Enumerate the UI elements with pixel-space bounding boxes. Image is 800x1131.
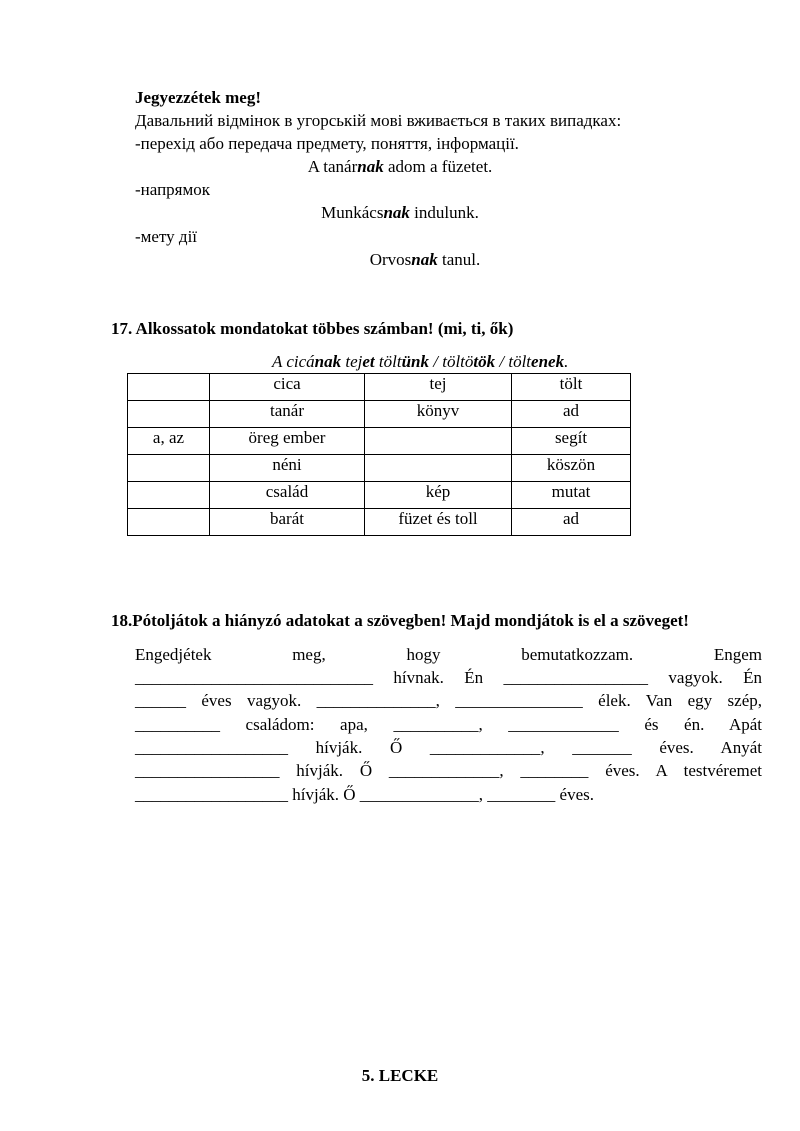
object-cell: könyv (365, 401, 512, 428)
exercise-17-model-sentence (272, 350, 568, 373)
case-label-transfer: -перехід або передача предмету, поняття, інформації. (135, 134, 519, 153)
fill-in-line: _________________ hívják. Ő _____________, ________ éves. A testvéremet (135, 761, 762, 780)
dative-suffix: nak (357, 157, 384, 176)
object-cell: tej (365, 374, 512, 401)
model-suffix: et (362, 352, 375, 371)
model-part: tölt (374, 352, 402, 371)
model-suffix: nak (314, 352, 342, 371)
verb-cell: tölt (512, 374, 631, 401)
dative-suffix: nak (411, 250, 438, 269)
verb-cell: ad (512, 401, 631, 428)
table-row (128, 509, 631, 536)
model-part: A cicá (272, 352, 315, 371)
object-cell (365, 428, 512, 455)
note-intro: Давальний відмінок в угорській мові вживається в таких випадках: (135, 111, 622, 130)
model-suffix: ünk (401, 352, 429, 371)
model-suffix: tök (473, 352, 496, 371)
case-example-transfer (0, 155, 800, 178)
subject-cell: néni (210, 455, 365, 482)
case-example-purpose (0, 248, 800, 271)
object-cell: kép (365, 482, 512, 509)
article-cell (128, 455, 210, 482)
verb-cell: mutat (512, 482, 631, 509)
subject-cell: barát (210, 509, 365, 536)
example-rest: indulunk. (409, 203, 479, 222)
verb-cell: köszön (512, 455, 631, 482)
note-heading: Jegyezzétek meg! (135, 88, 262, 107)
fill-in-line: ______ éves vagyok. ______________, _______________ élek. Van egy szép, (135, 691, 762, 710)
model-suffix: enek (531, 352, 565, 371)
case-example-direction (0, 201, 800, 224)
subject-cell: öreg ember (210, 428, 365, 455)
table-row (128, 482, 631, 509)
table-row (128, 455, 631, 482)
example-rest: adom a füzetet. (383, 157, 493, 176)
lesson-heading: 5. LECKE (361, 1066, 439, 1085)
model-part: / töltö (429, 352, 474, 371)
table-row (128, 428, 631, 455)
article-cell (128, 482, 210, 509)
dative-suffix: nak (383, 203, 410, 222)
case-label-purpose: -мету дії (135, 227, 198, 246)
exercise-18-title: 18.Pótoljátok a hiányzó adatokat a szövegben! Majd mondjátok is el a szöveget! (111, 611, 689, 630)
fill-in-line: Engedjétek meg, hogy bemutatkozzam. Engem (135, 645, 762, 664)
model-part: tej (341, 352, 363, 371)
article-cell (128, 401, 210, 428)
verb-cell: ad (512, 509, 631, 536)
article-cell (128, 509, 210, 536)
fill-in-line: __________________ hívják. Ő ______________, ________ éves. (135, 785, 594, 804)
exercise-17-title: 17. Alkossatok mondatokat többes számban! (mi, ti, ők) (111, 319, 514, 338)
subject-cell: család (210, 482, 365, 509)
fill-in-line: ____________________________ hívnak. Én _________________ vagyok. Én (135, 668, 762, 687)
model-part: / tölt (495, 352, 532, 371)
case-label-direction: -напрямок (135, 180, 211, 199)
fill-in-line: __________ családom: apa, __________, _____________ és én. Apát (135, 715, 762, 734)
example-stem: Munkács (321, 203, 384, 222)
model-part: . (564, 352, 569, 371)
exercise-17-table (127, 373, 631, 536)
subject-cell: tanár (210, 401, 365, 428)
table-row (128, 401, 631, 428)
example-stem: A tanár (307, 157, 358, 176)
example-stem: Orvos (369, 250, 412, 269)
object-cell: füzet és toll (365, 509, 512, 536)
subject-cell: cica (210, 374, 365, 401)
article-cell: a, az (128, 428, 210, 455)
verb-cell: segít (512, 428, 631, 455)
example-rest: tanul. (437, 250, 481, 269)
table-row (128, 374, 631, 401)
fill-in-line: __________________ hívják. Ő _____________, _______ éves. Anyát (135, 738, 762, 757)
object-cell (365, 455, 512, 482)
article-cell (128, 374, 210, 401)
